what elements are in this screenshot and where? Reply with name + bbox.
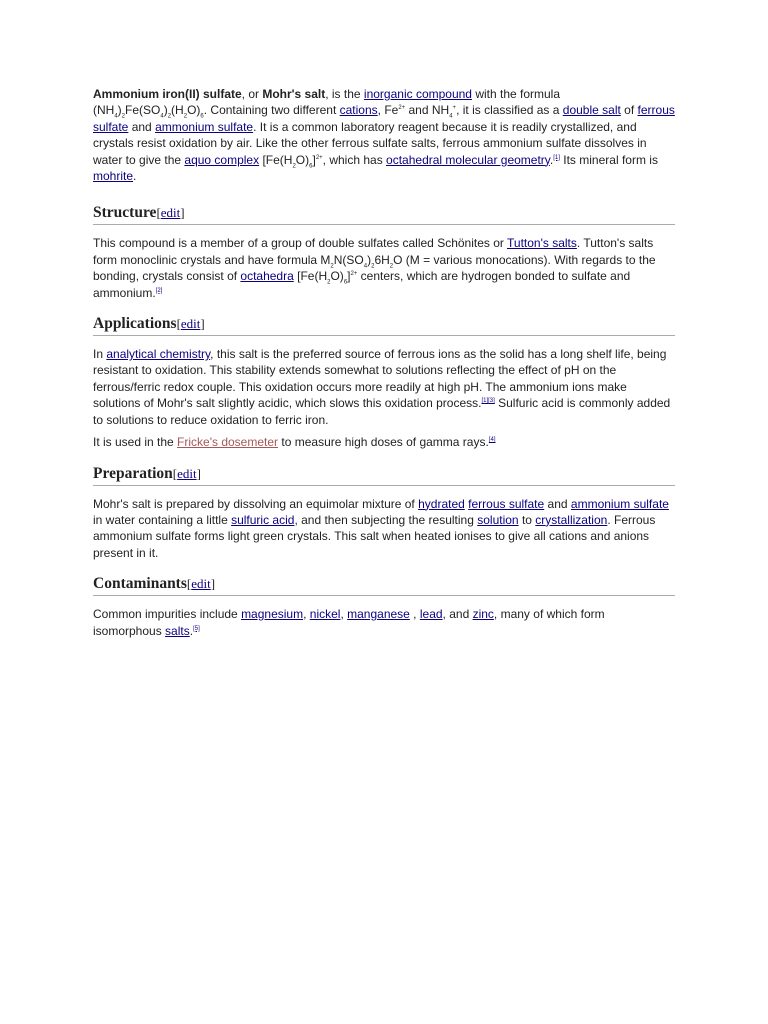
text: , and then subjecting the resulting bbox=[294, 512, 478, 527]
link-inorganic-compound[interactable]: inorganic compound bbox=[363, 87, 472, 101]
text: , or bbox=[241, 87, 263, 101]
intro-paragraph: Ammonium iron(II) sulfate, or Mohr's salt, is the inorganic compound with the formula $(NH_4)_2Fe(SO_4)_2(H_2O)_6$. Containing two different cations, $Fe^{2+}$ and $NH_4^+$, it is classified as a double salt of ferrous sulfate and ammonium sulfate. It is a common laboratory reagent because it is readily crystallized, and crystals resist oxidation by air. Like the other ferrous sulfate salts, ferrous ammonium sulfate dissolves in water to give the aquo complex $[Fe(H_2O)_6]^{2+}$, which has octahedral molecular geometry.[1] Its mineral form is mohrite. bbox=[93, 87, 675, 184]
edit-link-structure[interactable]: edit bbox=[160, 205, 181, 221]
subscript: 2 bbox=[167, 113, 172, 120]
structure-paragraph: This compound is a member of a group of double sulfates called Schönites or Tutton's salts. Tutton's salts form monoclinic crystals and have formula $M_2N(SO_4)_26H_2O$ (M = various monocations). With regards to the bonding, crystals consist of octahedra $[Fe(H_2O)_6]^{2+}$ centers, which are hydrogen bonded to sulfate and ammonium.[2] bbox=[93, 236, 656, 300]
text: [Fe(H bbox=[293, 269, 328, 284]
subscript: 6 bbox=[200, 113, 204, 120]
contaminants-paragraph bbox=[93, 606, 675, 639]
edit-section-link bbox=[187, 576, 215, 591]
text: O) bbox=[187, 103, 201, 118]
edit-link-applications[interactable]: edit bbox=[180, 316, 201, 332]
link-ammonium-sulfate[interactable]: ammonium sulfate bbox=[155, 119, 254, 134]
superscript: 2+ bbox=[350, 271, 358, 278]
reference-2[interactable]: [2] bbox=[155, 287, 163, 294]
subscript: 6 bbox=[343, 279, 348, 286]
text: and bbox=[128, 119, 156, 134]
bracket: [ bbox=[156, 205, 161, 221]
text: . Containing two different bbox=[203, 103, 340, 118]
reference-1[interactable]: [1] bbox=[553, 154, 560, 161]
subscript: 4 bbox=[114, 113, 118, 120]
text: (H bbox=[171, 103, 184, 118]
text: O) bbox=[330, 269, 344, 284]
text: and NH bbox=[405, 103, 450, 118]
applications-paragraph-2 bbox=[93, 434, 675, 450]
link-zinc[interactable]: zinc bbox=[472, 607, 494, 622]
subscript: 2 bbox=[292, 163, 296, 170]
heading-text: Preparation bbox=[93, 464, 173, 482]
text: This compound is a member of a group of double sulfates called Schönites or bbox=[93, 236, 508, 251]
link-crystallization[interactable]: crystallization bbox=[535, 512, 608, 527]
link-manganese[interactable]: manganese bbox=[347, 607, 410, 622]
text: , bbox=[303, 607, 310, 622]
text: , it is classified as a bbox=[456, 103, 563, 118]
text: . bbox=[189, 623, 194, 638]
heading-text: Contaminants bbox=[93, 575, 187, 593]
link-double-salt[interactable]: double salt bbox=[562, 103, 621, 118]
text: , is the bbox=[325, 87, 364, 101]
text: [Fe(H bbox=[259, 152, 293, 167]
link-solution[interactable]: solution bbox=[477, 512, 519, 527]
text: , which has bbox=[322, 152, 387, 167]
text: with the formula (NH bbox=[93, 87, 561, 118]
preparation-heading bbox=[93, 465, 675, 486]
edit-section-link bbox=[156, 205, 184, 220]
applications-paragraph-1 bbox=[93, 346, 675, 428]
subscript: 2 bbox=[183, 113, 188, 120]
bracket: ] bbox=[210, 576, 216, 592]
text: , bbox=[409, 607, 420, 622]
subscript: 4 bbox=[449, 113, 453, 120]
text: Fe(SO bbox=[125, 103, 161, 118]
bracket: [ bbox=[176, 316, 181, 332]
text: In bbox=[93, 347, 107, 362]
text: . bbox=[133, 169, 137, 184]
link-lead[interactable]: lead bbox=[419, 607, 443, 622]
text: , and bbox=[442, 607, 473, 622]
text: . Ferrous ammonium sulfate forms light green crystals. This salt when heated ionises to give all cations and anions present in it. bbox=[93, 512, 656, 560]
text: to bbox=[518, 512, 536, 527]
text: , bbox=[340, 607, 348, 622]
text: It is used in the bbox=[93, 435, 178, 450]
structure-heading bbox=[93, 204, 675, 225]
text: to measure high doses of gamma rays. bbox=[278, 435, 489, 450]
reference-4[interactable]: [4] bbox=[488, 437, 496, 444]
text: Its mineral form is bbox=[559, 152, 658, 167]
reference-1[interactable]: [1] bbox=[481, 398, 489, 405]
text: centers, which are hydrogen bonded to sulfate and ammonium. bbox=[93, 269, 631, 300]
subscript: 6 bbox=[309, 163, 313, 170]
preparation-paragraph bbox=[93, 496, 675, 562]
link-nickel[interactable]: nickel bbox=[309, 607, 341, 622]
subscript: 4 bbox=[363, 263, 368, 270]
link-ammonium-sulfate[interactable]: ammonium sulfate bbox=[570, 496, 669, 511]
bracket: ] bbox=[196, 465, 201, 481]
link-hydrated[interactable]: hydrated bbox=[418, 496, 465, 511]
reference-5[interactable]: [5] bbox=[193, 625, 200, 632]
edit-section-link bbox=[177, 316, 205, 331]
text: ] bbox=[347, 269, 351, 284]
alt-name-term: Mohr's salt bbox=[262, 87, 326, 101]
link-aquo-complex[interactable]: aquo complex bbox=[184, 152, 260, 167]
link-ferrous-sulfate[interactable]: ferrous sulfate bbox=[468, 496, 545, 511]
link-mohrite[interactable]: mohrite bbox=[93, 169, 134, 184]
article-body bbox=[93, 86, 675, 653]
superscript: 2+ bbox=[398, 105, 406, 112]
text: N(SO bbox=[333, 252, 364, 267]
text: O (M = various monocations). With regards to the bonding, crystals consist of bbox=[93, 252, 656, 284]
applications-heading bbox=[93, 315, 675, 336]
subscript: 2 bbox=[371, 263, 375, 270]
superscript: 2+ bbox=[315, 154, 323, 161]
edit-link-contaminants[interactable]: edit bbox=[191, 576, 211, 592]
text: , Fe bbox=[377, 103, 399, 118]
text: ] bbox=[312, 152, 316, 167]
link-tuttons-salts[interactable]: Tutton's salts bbox=[507, 236, 577, 251]
text: Mohr's salt is prepared by dissolving an equimolar mixture of bbox=[93, 496, 419, 511]
link-frickes-dosemeter[interactable]: Fricke's dosemeter bbox=[177, 435, 279, 450]
link-octahedra[interactable]: octahedra bbox=[240, 269, 294, 284]
link-salts[interactable]: salts bbox=[165, 623, 190, 638]
text: in water containing a little bbox=[93, 512, 232, 527]
text: 6H bbox=[374, 252, 390, 267]
text: of bbox=[620, 103, 638, 118]
heading-text: Applications bbox=[93, 315, 177, 333]
title-term: Ammonium iron(II) sulfate bbox=[93, 87, 242, 101]
subscript: 2 bbox=[121, 113, 126, 120]
subscript: 2 bbox=[389, 263, 394, 270]
bracket: [ bbox=[172, 465, 178, 481]
link-octahedral-geometry[interactable]: octahedral molecular geometry bbox=[386, 152, 550, 167]
link-sulfuric-acid[interactable]: sulfuric acid bbox=[231, 512, 295, 527]
reference-3[interactable]: [3] bbox=[488, 398, 495, 405]
edit-link-preparation[interactable]: edit bbox=[177, 465, 197, 481]
superscript: + bbox=[452, 105, 457, 112]
edit-section-link bbox=[173, 466, 201, 481]
text: and bbox=[544, 496, 571, 511]
subscript: 2 bbox=[330, 263, 334, 270]
text: , many of which form isomorphous bbox=[93, 607, 605, 638]
bracket: ] bbox=[180, 205, 185, 221]
text: . It is a common laboratory reagent because it is readily crystallized, and crystals resist oxidation by air. Like the other ferrous sulfate salts, ferrous ammonium sulfate dissolves in water to give the bbox=[93, 119, 647, 167]
text: . Tutton's salts form monoclinic crystals and have formula M bbox=[93, 236, 654, 267]
bracket: [ bbox=[186, 576, 192, 592]
link-analytical-chemistry[interactable]: analytical chemistry bbox=[106, 347, 211, 362]
text: , this salt is the preferred source of ferrous ions as the solid has a long shelf life, being resistant to oxidation. This stability extends somewhat to solutions reflecting the effect of pH on the ferrous/ferric redox couple. This oxidation occurs more readily at high pH. The ammonium ions make solutions of Mohr's salt slightly acidic, which slows this oxidation process. bbox=[93, 347, 667, 411]
bracket: ] bbox=[200, 316, 205, 332]
contaminants-heading bbox=[93, 575, 675, 596]
text: Sulfuric acid is commonly added to solutions to reduce oxidation to ferric iron. bbox=[93, 396, 671, 427]
text: Common impurities include bbox=[93, 607, 242, 622]
link-magnesium[interactable]: magnesium bbox=[241, 607, 304, 622]
subscript: 4 bbox=[160, 113, 164, 120]
link-cations[interactable]: cations bbox=[339, 103, 378, 118]
subscript: 2 bbox=[327, 279, 331, 286]
link-ferrous-sulfate[interactable]: ferrous sulfate bbox=[93, 103, 675, 134]
text: O) bbox=[295, 152, 310, 167]
heading-text: Structure bbox=[93, 204, 157, 222]
